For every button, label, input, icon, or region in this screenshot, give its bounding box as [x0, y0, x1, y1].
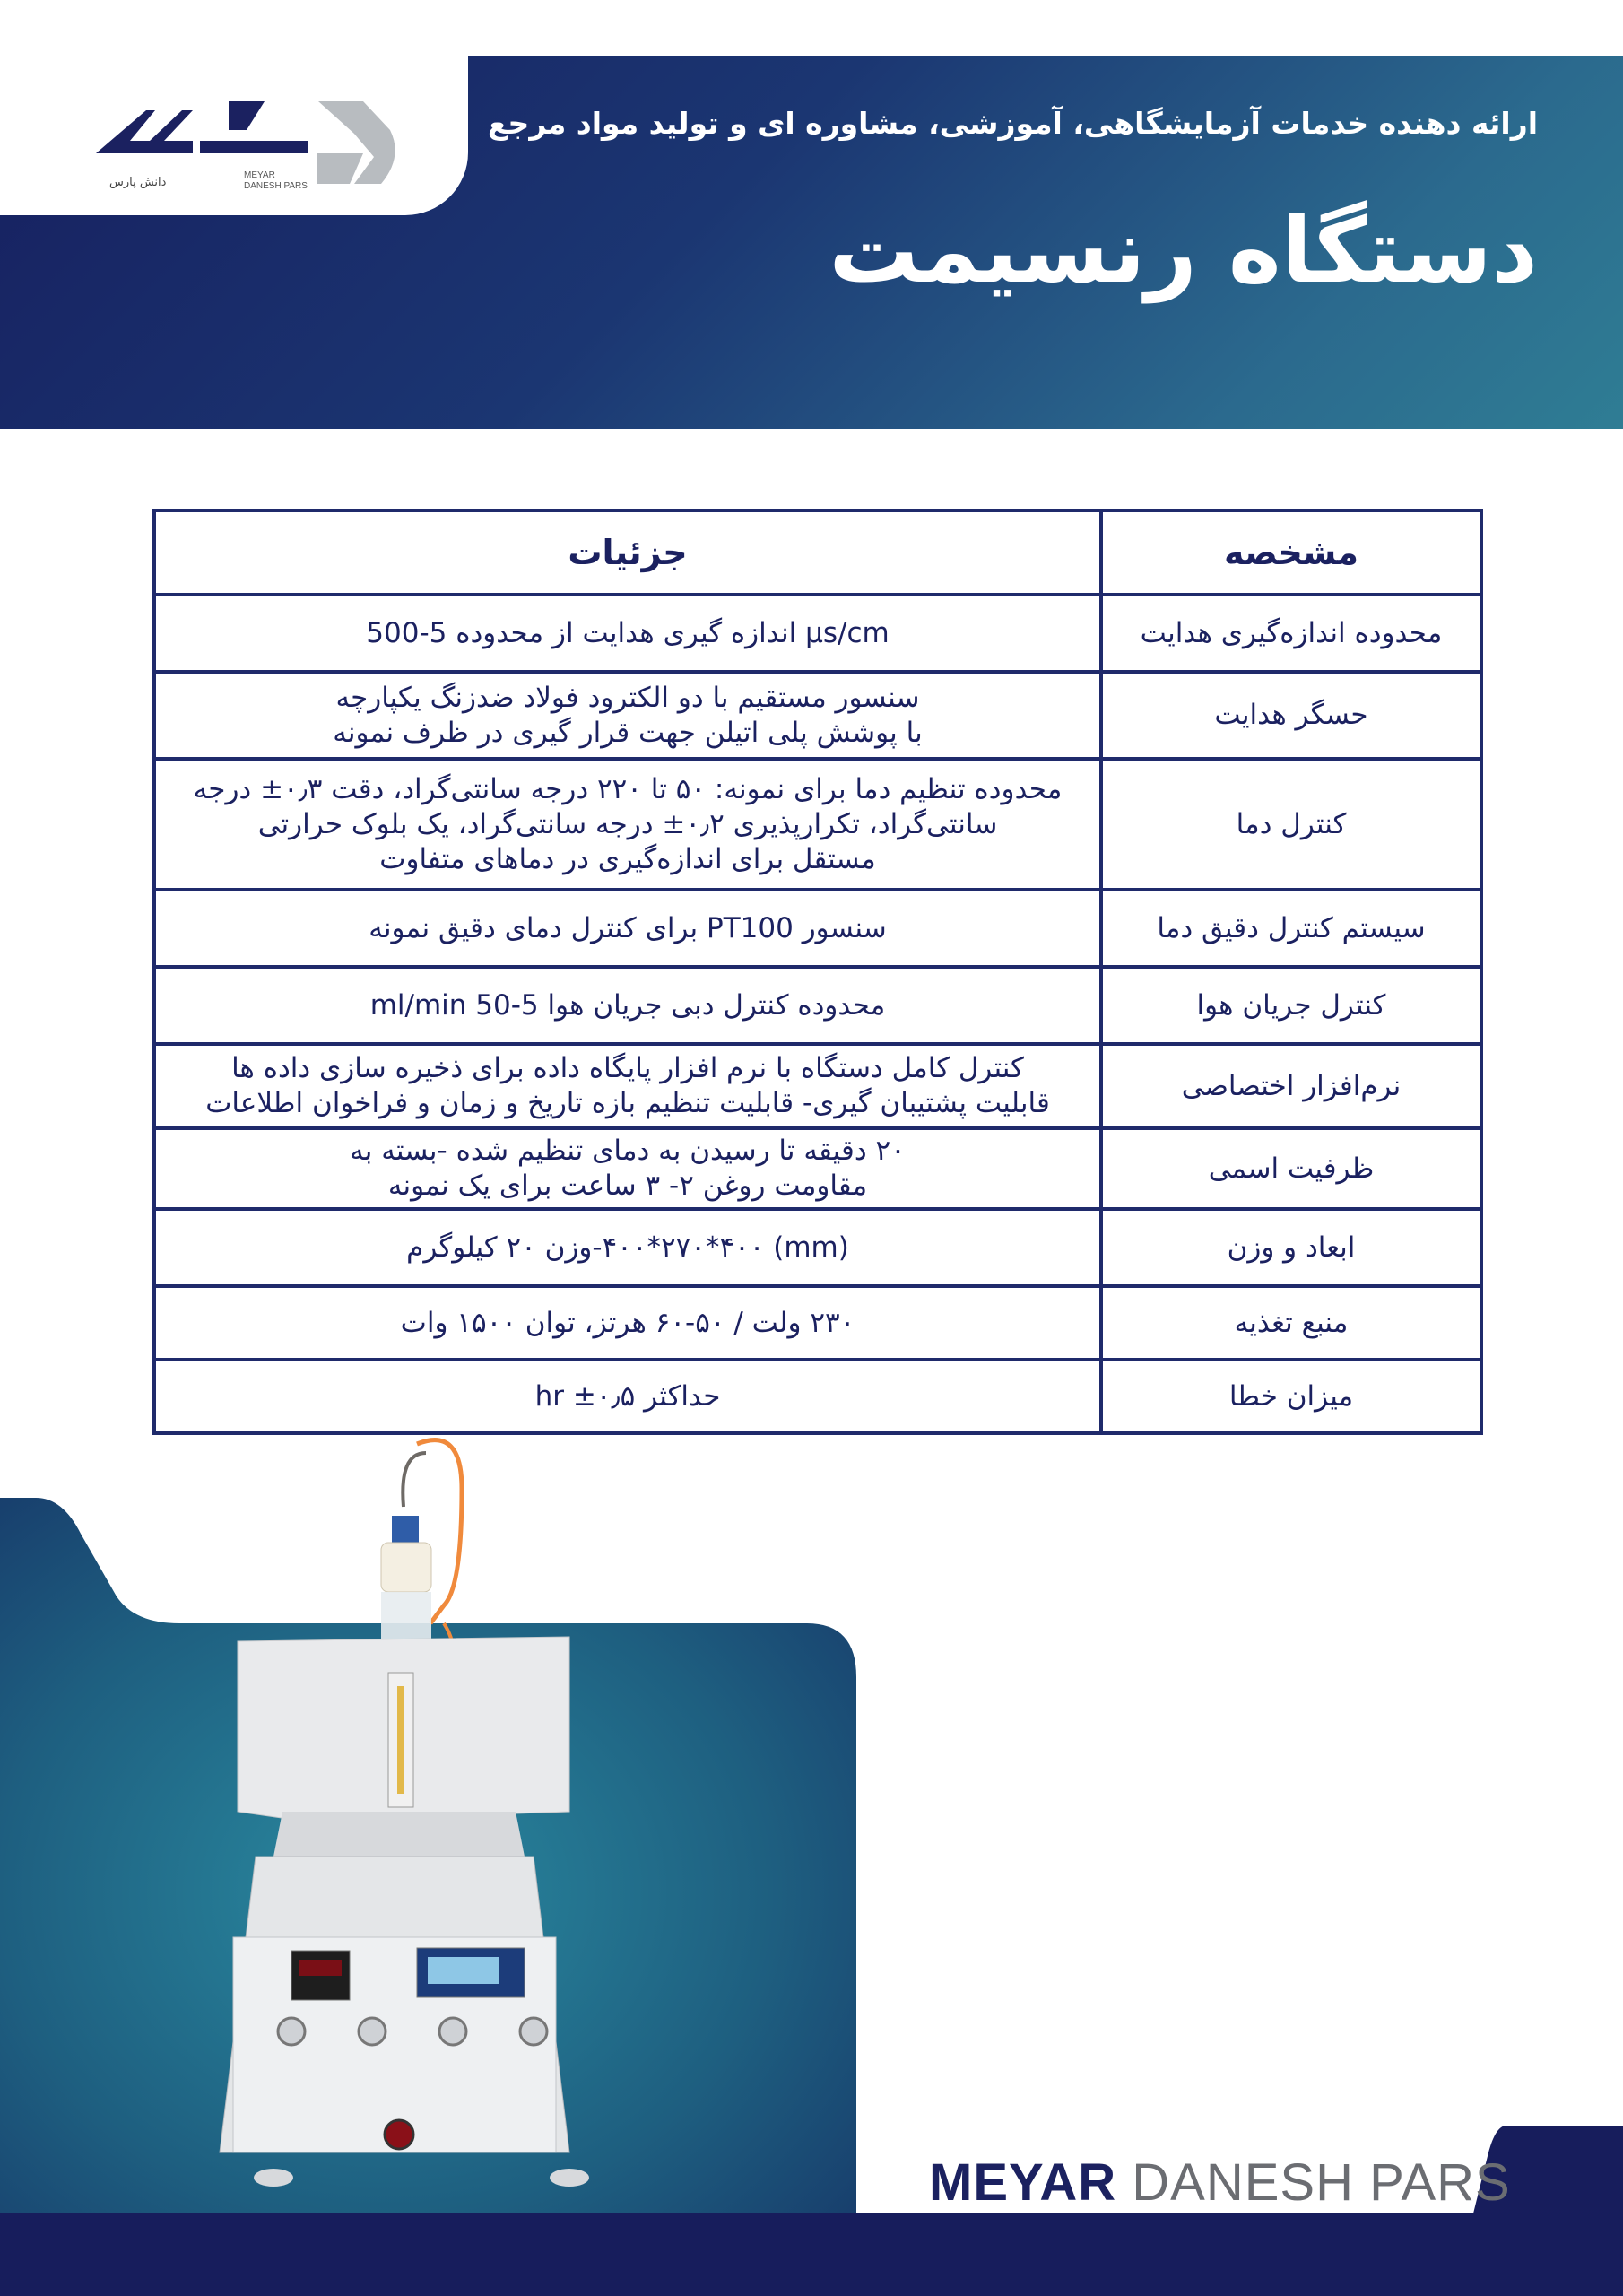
logo-bar-dark [200, 141, 308, 153]
logo-mark-dark [96, 110, 193, 153]
row-details-line: سانتی‌گراد، تکرارپذیری ۰٫۲± درجه سانتی‌گراد، یک بلوک حرارتی [257, 807, 998, 840]
back-panel [273, 1812, 525, 1857]
row-details-line: سنسور مستقیم با دو الکترود فولاد ضدزنگ یکپارچه [335, 681, 920, 714]
logo-subtitle-fa: دانش پارس [109, 176, 167, 189]
footer-brand [929, 2152, 1511, 2213]
specs-table [152, 509, 1483, 1435]
row-details: حداکثر ۰٫۵± hr [154, 1360, 1101, 1433]
row-details [154, 759, 1101, 890]
row-details [154, 1044, 1101, 1128]
foot-left [254, 2169, 293, 2187]
row-details-line: قابلیت پشتیبان گیری- قابلیت تنظیم بازه تاریخ و زمان و فراخوان اطلاعات [205, 1087, 1050, 1119]
row-details-line: ۲۰ دقیقه تا رسیدن به دمای تنظیم شده -بسته به [350, 1135, 906, 1167]
table-row [154, 1044, 1481, 1128]
logo-hook-dark [229, 101, 265, 130]
row-details: ۲۳۰ ولت / ۵۰-۶۰ هرتز، توان ۱۵۰۰ وات [154, 1286, 1101, 1360]
probe-cap [392, 1516, 419, 1543]
row-details-line: مستقل برای اندازه‌گیری در دماهای متفاوت [379, 842, 876, 875]
row-details: محدوده کنترل دبی جریان هوا 5-50 ml/min [154, 967, 1101, 1044]
port-4 [520, 2018, 547, 2045]
table-row [154, 672, 1481, 759]
probe-holder [381, 1543, 431, 1592]
row-feature: سیستم کنترل دقیق دما [1101, 890, 1481, 967]
table-row [154, 1360, 1481, 1433]
table-row [154, 759, 1481, 890]
foot-right [550, 2169, 589, 2187]
table-row [154, 1128, 1481, 1209]
power-switch [385, 2120, 413, 2149]
row-feature: میزان خطا [1101, 1360, 1481, 1433]
port-2 [359, 2018, 386, 2045]
row-feature: ظرفیت اسمی [1101, 1128, 1481, 1209]
row-details [154, 595, 1101, 672]
table-row [154, 595, 1481, 672]
row-feature: حسگر هدایت [1101, 672, 1481, 759]
row-details-line: اندازه گیری هدایت از محدوده 5-500 µs/cm [366, 616, 890, 649]
row-details [154, 1128, 1101, 1209]
brand-light: DANESH PARS [1132, 2153, 1511, 2212]
row-details-line: مقاومت روغن ۲- ۳ ساعت برای یک نمونه [387, 1170, 868, 1202]
table-row [154, 1286, 1481, 1360]
rancimat-device-image [193, 1435, 623, 2206]
row-feature: کنترل جریان هوا [1101, 967, 1481, 1044]
footer-bar [0, 2213, 1623, 2296]
brand-bold: MEYAR [929, 2153, 1117, 2212]
logo-subtitle-en [244, 170, 308, 192]
header-feature: مشخصه [1101, 510, 1481, 595]
table-header-row [154, 510, 1481, 595]
row-details-line: با پوشش پلی اتیلن جهت قرار گیری در ظرف نمونه [333, 716, 923, 749]
table-row [154, 890, 1481, 967]
temp-readout [299, 1960, 342, 1976]
port-3 [439, 2018, 466, 2045]
logo-subtitle-en-line2: DANESH PARS [244, 181, 308, 191]
row-details-line: کنترل کامل دستگاه با نرم افزار پایگاه داده برای ذخیره سازی داده ها [231, 1052, 1024, 1084]
row-details: سنسور PT100 برای کنترل دمای دقیق نمونه [154, 890, 1101, 967]
logo-curve-gray [317, 153, 363, 184]
table-row [154, 967, 1481, 1044]
row-feature: محدوده اندازه‌گیری هدایت [1101, 595, 1481, 672]
row-details [154, 672, 1101, 759]
row-feature: نرم‌افزار اختصاصی [1101, 1044, 1481, 1128]
header-details: جزئیات [154, 510, 1101, 595]
row-feature: منبع تغذیه [1101, 1286, 1481, 1360]
port-1 [278, 2018, 305, 2045]
gray-tube [403, 1453, 426, 1507]
tagline: ارائه دهنده خدمات آزمایشگاهی، آموزشی، مشاوره ای و تولید مواد مرجع [488, 106, 1538, 141]
row-details-line: محدوده تنظیم دما برای نمونه: ۵۰ تا ۲۲۰ درجه سانتی‌گراد، دقت ۰٫۳± درجه [193, 772, 1063, 805]
page-title: دستگاه رنسیمت [829, 198, 1538, 303]
lcd-screen [428, 1957, 499, 1984]
logo-subtitle-en-line1: MEYAR [244, 170, 275, 180]
table-row [154, 1209, 1481, 1286]
row-details: (mm) ۴۰۰*۲۷۰*۴۰۰-وزن ۲۰ کیلوگرم [154, 1209, 1101, 1286]
flowmeter-tube [397, 1686, 404, 1794]
row-feature: ابعاد و وزن [1101, 1209, 1481, 1286]
row-feature: کنترل دما [1101, 759, 1481, 890]
